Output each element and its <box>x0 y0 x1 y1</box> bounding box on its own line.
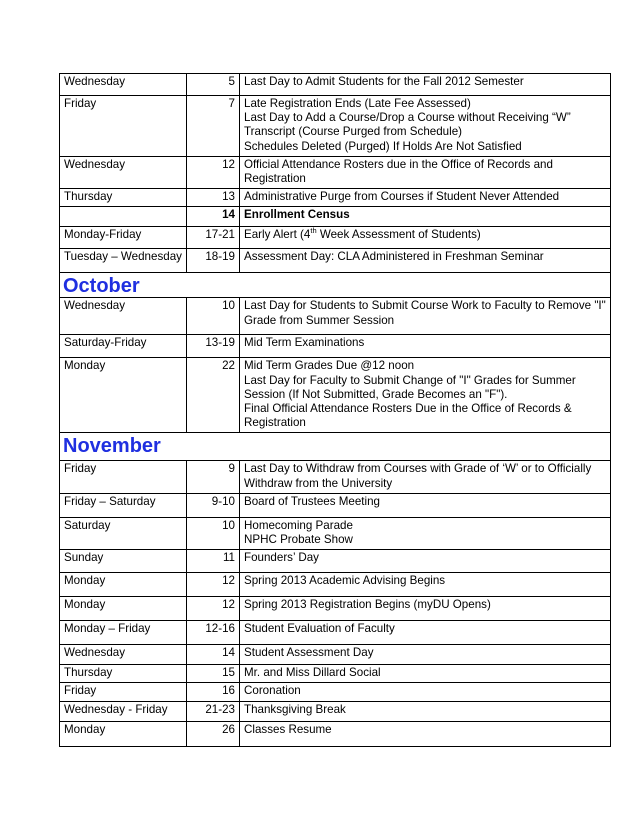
calendar-row <box>60 335 611 358</box>
date-cell: 26 <box>187 721 240 746</box>
day-of-week-cell: Thursday <box>60 189 187 207</box>
date-cell: 13-19 <box>187 335 240 358</box>
event-description-line: Registration <box>244 416 306 430</box>
event-description-line: Spring 2013 Academic Advising Begins <box>244 574 446 588</box>
event-description-line: Student Evaluation of Faculty <box>244 622 395 636</box>
day-of-week-cell: Saturday-Friday <box>60 335 187 358</box>
event-description-cell <box>240 249 611 273</box>
calendar-row <box>60 96 611 157</box>
day-of-week-cell: Friday – Saturday <box>60 493 187 517</box>
calendar-row <box>60 517 611 549</box>
event-description-line: Final Official Attendance Rosters Due in the Office of Records & <box>244 402 572 416</box>
event-description-line: Last Day to Withdraw from Courses with Grade of ‘W’ or to Officially <box>244 462 592 476</box>
day-of-week-cell: Saturday <box>60 517 187 549</box>
event-description-line: Late Registration Ends (Late Fee Assessed) <box>244 97 471 110</box>
month-heading: October <box>60 273 611 298</box>
day-of-week-cell: Wednesday - Friday <box>60 701 187 721</box>
event-description-line: Board of Trustees Meeting <box>244 494 380 508</box>
calendar-row <box>60 721 611 746</box>
event-description-cell <box>240 573 611 597</box>
event-description-cell <box>240 156 611 188</box>
event-description-line: Student Assessment Day <box>244 646 374 660</box>
day-of-week-cell: Friday <box>60 96 187 157</box>
event-description-cell <box>240 96 611 157</box>
event-description-line: Official Attendance Rosters due in the Office of Records and <box>244 157 553 171</box>
calendar-row <box>60 358 611 433</box>
day-of-week-cell: Wednesday <box>60 645 187 665</box>
event-description-line <box>244 228 606 242</box>
event-description-line: Last Day to Admit Students for the Fall 2012 Semester <box>244 75 524 88</box>
day-of-week-cell: Thursday <box>60 665 187 683</box>
date-cell: 7 <box>187 96 240 157</box>
event-description-cell <box>240 74 611 96</box>
date-cell: 14 <box>187 207 240 227</box>
event-description-line: Classes Resume <box>244 722 332 736</box>
calendar-row <box>60 683 611 701</box>
calendar-row <box>60 207 611 227</box>
day-of-week-cell: Tuesday – Wednesday <box>60 249 187 273</box>
month-header-row <box>60 433 611 461</box>
date-cell: 16 <box>187 683 240 701</box>
day-of-week-cell: Wednesday <box>60 298 187 335</box>
event-description-line: Administrative Purge from Courses if Student Never Attended <box>244 190 560 204</box>
date-cell: 9 <box>187 461 240 493</box>
event-description-cell <box>240 645 611 665</box>
date-cell: 11 <box>187 550 240 573</box>
event-description-cell <box>240 189 611 207</box>
date-cell: 12 <box>187 597 240 621</box>
day-of-week-cell: Monday <box>60 573 187 597</box>
event-text-fragment: Early Alert (4 <box>244 228 311 242</box>
date-cell: 9-10 <box>187 493 240 517</box>
calendar-row <box>60 645 611 665</box>
calendar-row <box>60 74 611 96</box>
date-cell: 22 <box>187 358 240 433</box>
event-description-cell <box>240 227 611 249</box>
day-of-week-cell: Friday <box>60 683 187 701</box>
date-cell: 12 <box>187 156 240 188</box>
event-description-line: Schedules Deleted (Purged) If Holds Are Not Satisfied <box>244 139 522 153</box>
event-description-line: Withdraw from the University <box>244 476 393 490</box>
date-cell: 21-23 <box>187 701 240 721</box>
day-of-week-cell: Monday <box>60 358 187 433</box>
calendar-body <box>60 74 611 747</box>
day-of-week-cell <box>60 207 187 227</box>
event-description-line: Enrollment Census <box>244 208 350 222</box>
date-cell: 12 <box>187 573 240 597</box>
day-of-week-cell: Monday <box>60 597 187 621</box>
event-description-line: Founders’ Day <box>244 551 319 565</box>
event-description-cell <box>240 461 611 493</box>
event-description-line: Assessment Day: CLA Administered in Freshman Seminar <box>244 250 544 264</box>
event-description-line: Mid Term Examinations <box>244 336 365 350</box>
day-of-week-cell: Friday <box>60 461 187 493</box>
event-description-cell <box>240 358 611 433</box>
calendar-row <box>60 621 611 645</box>
calendar-row <box>60 550 611 573</box>
day-of-week-cell: Monday <box>60 721 187 746</box>
academic-calendar-table <box>59 73 611 747</box>
event-description-line: Last Day for Faculty to Submit Change of "I" Grades for Summer <box>244 373 576 387</box>
event-description-cell <box>240 621 611 645</box>
event-description-cell <box>240 597 611 621</box>
calendar-row <box>60 573 611 597</box>
event-description-line: Homecoming Parade <box>244 518 353 532</box>
month-header-row <box>60 273 611 298</box>
calendar-row <box>60 461 611 493</box>
event-description-line: Spring 2013 Registration Begins (myDU Opens) <box>244 598 491 612</box>
day-of-week-cell: Monday-Friday <box>60 227 187 249</box>
day-of-week-cell: Wednesday <box>60 74 187 96</box>
calendar-row <box>60 493 611 517</box>
event-description-cell <box>240 721 611 746</box>
event-description-cell <box>240 517 611 549</box>
event-description-cell <box>240 493 611 517</box>
calendar-row <box>60 227 611 249</box>
event-description-line: Last Day to Add a Course/Drop a Course without Receiving “W” <box>244 111 571 125</box>
date-cell: 12-16 <box>187 621 240 645</box>
date-cell: 17-21 <box>187 227 240 249</box>
date-cell: 14 <box>187 645 240 665</box>
event-description-cell <box>240 298 611 335</box>
event-description-line: Grade from Summer Session <box>244 313 395 327</box>
event-description-line: Mid Term Grades Due @12 noon <box>244 359 415 373</box>
event-description-line: Registration <box>244 172 306 186</box>
calendar-row <box>60 249 611 273</box>
day-of-week-cell: Sunday <box>60 550 187 573</box>
event-description-line: Last Day for Students to Submit Course Work to Faculty to Remove "I" <box>244 299 606 313</box>
date-cell: 10 <box>187 517 240 549</box>
event-description-line: Coronation <box>244 684 301 698</box>
calendar-row <box>60 189 611 207</box>
ordinal-superscript: th <box>310 226 317 236</box>
date-cell: 5 <box>187 74 240 96</box>
event-text-fragment: Week Assessment of Students) <box>316 228 481 242</box>
event-description-cell <box>240 207 611 227</box>
calendar-row <box>60 701 611 721</box>
date-cell: 13 <box>187 189 240 207</box>
event-description-cell <box>240 701 611 721</box>
calendar-row <box>60 597 611 621</box>
event-description-line: NPHC Probate Show <box>244 533 353 547</box>
event-description-cell <box>240 683 611 701</box>
event-description-cell <box>240 335 611 358</box>
day-of-week-cell: Monday – Friday <box>60 621 187 645</box>
event-description-line: Session (If Not Submitted, Grade Becomes an "F"). <box>244 387 508 401</box>
calendar-row <box>60 665 611 683</box>
day-of-week-cell: Wednesday <box>60 156 187 188</box>
event-description-line: Thanksgiving Break <box>244 702 346 716</box>
date-cell: 15 <box>187 665 240 683</box>
month-heading: November <box>60 433 611 461</box>
calendar-row <box>60 156 611 188</box>
event-description-line: Transcript (Course Purged from Schedule) <box>244 125 463 139</box>
event-description-cell <box>240 550 611 573</box>
calendar-row <box>60 298 611 335</box>
event-description-cell <box>240 665 611 683</box>
date-cell: 18-19 <box>187 249 240 273</box>
event-description-line: Mr. and Miss Dillard Social <box>244 666 381 680</box>
date-cell: 10 <box>187 298 240 335</box>
